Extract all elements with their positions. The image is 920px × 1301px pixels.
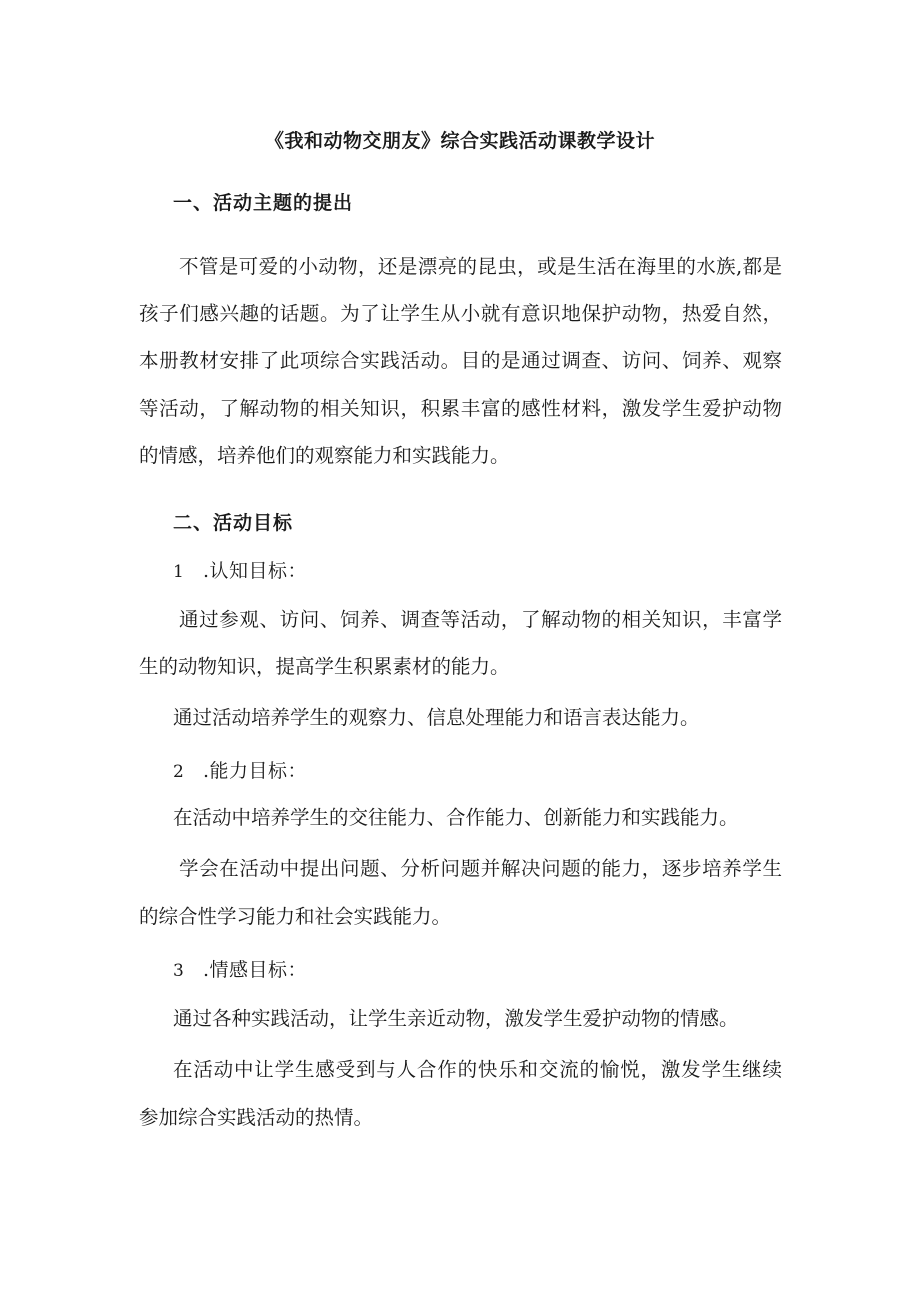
paragraph-line: 在活动中让学生感受到与人合作的快乐和交流的愉悦，激发学生继续 bbox=[173, 1058, 782, 1081]
goal-label: .认知目标： bbox=[203, 560, 308, 582]
paragraph-line: 参加综合实践活动的热情。 bbox=[139, 1106, 374, 1129]
section-heading-goals: 二、活动目标 bbox=[173, 512, 294, 534]
goal-number: 2 bbox=[173, 762, 185, 782]
paragraph-line: 孩子们感兴趣的话题。为了让学生从小就有意识地保护动物，热爱自然， bbox=[139, 302, 782, 325]
goal-label: .情感目标： bbox=[203, 959, 308, 981]
document-title: 《我和动物交朋友》综合实践活动课教学设计 bbox=[264, 130, 655, 152]
paragraph-line: 通过参观、访问、饲养、调查等活动，了解动物的相关知识，丰富学 bbox=[179, 608, 782, 631]
goal-number: 3 bbox=[173, 961, 185, 981]
goal-subheading-emotion bbox=[173, 955, 307, 982]
paragraph-line: 的综合性学习能力和社会实践能力。 bbox=[139, 905, 452, 928]
section-heading-topic: 一、活动主题的提出 bbox=[173, 192, 354, 214]
goal-number: 1 bbox=[173, 562, 185, 582]
paragraph-line: 等活动，了解动物的相关知识，积累丰富的感性材料，激发学生爱护动物 bbox=[139, 397, 782, 420]
paragraph-line: 不管是可爱的小动物，还是漂亮的昆虫，或是生活在海里的水族,都是 bbox=[179, 255, 782, 278]
paragraph-line: 本册教材安排了此项综合实践活动。目的是通过调查、访问、饲养、观察 bbox=[139, 349, 782, 372]
goal-subheading-ability bbox=[173, 756, 307, 783]
paragraph-line: 通过活动培养学生的观察力、信息处理能力和语言表达能力。 bbox=[173, 706, 700, 729]
paragraph-line: 生的动物知识，提高学生积累素材的能力。 bbox=[139, 655, 510, 678]
paragraph-line: 学会在活动中提出问题、分析问题并解决问题的能力，逐步培养学生 bbox=[179, 857, 782, 880]
paragraph-line: 在活动中培养学生的交往能力、合作能力、创新能力和实践能力。 bbox=[173, 806, 739, 829]
paragraph-line: 的情感，培养他们的观察能力和实践能力。 bbox=[139, 444, 510, 467]
goal-subheading-cognitive bbox=[173, 556, 307, 583]
paragraph-line: 通过各种实践活动，让学生亲近动物，激发学生爱护动物的情感。 bbox=[173, 1007, 739, 1030]
goal-label: .能力目标： bbox=[203, 760, 308, 782]
